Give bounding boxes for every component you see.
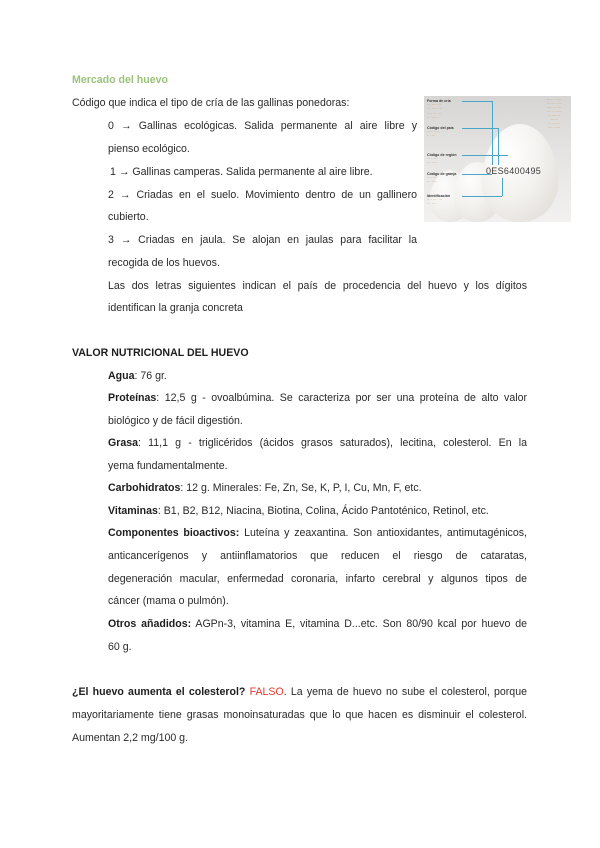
leader-line [498, 128, 499, 165]
figure-side-note: ····· ·· ···· ··· ···· ···· ····· ··· ··· ···· ·· ····· ··· ····· ·· ···· ··· ··· ···· ·· ····· ····· [547, 98, 561, 130]
callout-label-5: Identificación [427, 194, 451, 198]
carbohidratos-label: Carbohidratos [108, 482, 181, 494]
bioactivos-line-2: anticancerígenos y antiinflamatorios que reducen el riesgo de cataratas, [108, 550, 527, 562]
leader-line [462, 128, 498, 129]
colesterol-line-1 [72, 685, 527, 699]
vitaminas-label: Vitaminas [108, 505, 158, 517]
bioactivos-line-3: degeneración macular, enfermedad coronaria, infarto cerebral y algunos tipos de [108, 573, 527, 585]
otros-line-1 [108, 617, 527, 631]
bioactivos-text: Luteína y zeaxantina. Son antioxidantes, antimutagénicos, [239, 527, 527, 539]
callout-4: Código de granja ···· ···· ··· ····· [427, 172, 457, 185]
bioactivos-line-1 [108, 526, 527, 540]
colesterol-text: . La yema de huevo no sube el colesterol, porque [283, 686, 527, 698]
leader-line [462, 196, 502, 197]
agua-row [108, 369, 167, 383]
proteinas-line-2: biológico y de fácil digestión. [108, 415, 243, 427]
code-0-line-2: pienso ecológico. [108, 143, 190, 155]
leader-line [462, 101, 492, 102]
egg-code-figure [424, 96, 571, 222]
section-title: Mercado del huevo [72, 74, 168, 86]
callout-3: Código de región ···· ···· ··· ····· [427, 153, 457, 166]
callout-5: Identificación ···· ···· ··· ··· ···· [427, 194, 451, 207]
leader-line [462, 174, 492, 175]
grasa-label: Grasa [108, 437, 139, 449]
agua-value: : 76 gr. [134, 370, 167, 382]
colesterol-question: ¿El huevo aumenta el colesterol? [72, 686, 246, 698]
grasa-text: : 11,1 g - triglicéridos (ácidos grasos saturados), lecitina, colesterol. En la [138, 437, 527, 449]
otros-text: AGPn-3, vitamina E, vitamina D...etc. Son 80/90 kcal por huevo de [191, 618, 527, 630]
code-0-line-1: 0 → Gallinas ecológicas. Salida permanente al aire libre y [108, 120, 417, 132]
code-3-line-2: recogida de los huevos. [108, 257, 220, 269]
letters-note-line-1: Las dos letras siguientes indican el país de procedencia del huevo y los dígitos [108, 280, 527, 292]
proteinas-text: : 12,5 g - ovoalbúmina. Se caracteriza por ser una proteína de alto valor [156, 392, 527, 404]
grasa-line-1 [108, 436, 527, 450]
callout-label-3: Código de región [427, 153, 457, 157]
intro-text: Código que indica el tipo de cría de las gallinas ponedoras: [72, 97, 350, 109]
egg-code-label: 0ES6400495 [486, 166, 542, 176]
callout-2: Código del país ···· ····· ·· ···· [427, 126, 454, 139]
code-2-line-2: cubierto. [108, 211, 149, 223]
bioactivos-line-4: cáncer (mama o pulmón). [108, 595, 229, 607]
carbohidratos-text: : 12 g. Minerales: Fe, Zn, Se, K, P, I, Cu, Mn, F, etc. [180, 482, 422, 494]
callout-label-1: Forma de cría [427, 99, 451, 103]
otros-line-2: 60 g. [108, 641, 132, 653]
bioactivos-label: Componentes bioactivos: [108, 527, 240, 539]
callout-label-4: Código de granja [427, 172, 457, 176]
code-1-line-1: 1 → Gallinas camperas. Salida permanente al aire libre. [110, 166, 373, 178]
nutrition-heading: VALOR NUTRICIONAL DEL HUEVO [72, 347, 249, 359]
vitaminas-text: : B1, B2, B12, Niacina, Biotina, Colina, Ácido Pantoténico, Retinol, etc. [157, 505, 489, 517]
proteinas-label: Proteínas [108, 392, 157, 404]
code-2-line-1: 2 → Criadas en el suelo. Movimiento dentro de un gallinero [108, 189, 417, 201]
grasa-line-2: yema fundamentalmente. [108, 460, 228, 472]
code-3-line-1: 3 → Criadas en jaula. Se alojan en jaulas para facilitar la [108, 234, 417, 246]
colesterol-line-2: mayoritariamente tiene grasas monoinsaturadas que lo que hacen es disminuir el colesterol. [72, 709, 527, 721]
letters-note-line-2: identifican la granja concreta [108, 302, 243, 314]
otros-label: Otros añadidos: [108, 618, 192, 630]
colesterol-line-3: Aumentan 2,2 mg/100 g. [72, 732, 189, 744]
colesterol-answer: FALSO [249, 686, 284, 698]
proteinas-line-1 [108, 391, 527, 405]
leader-line [502, 178, 503, 196]
callout-label-2: Código del país [427, 126, 454, 130]
callout-1: Forma de cría ··· ··· ···· ··· ····· ··· ···· ··· ··· ··· ······ [427, 99, 451, 120]
vitaminas-row [108, 504, 489, 518]
agua-label: Agua [108, 370, 135, 382]
leader-line [462, 155, 508, 156]
carbohidratos-row [108, 481, 422, 495]
